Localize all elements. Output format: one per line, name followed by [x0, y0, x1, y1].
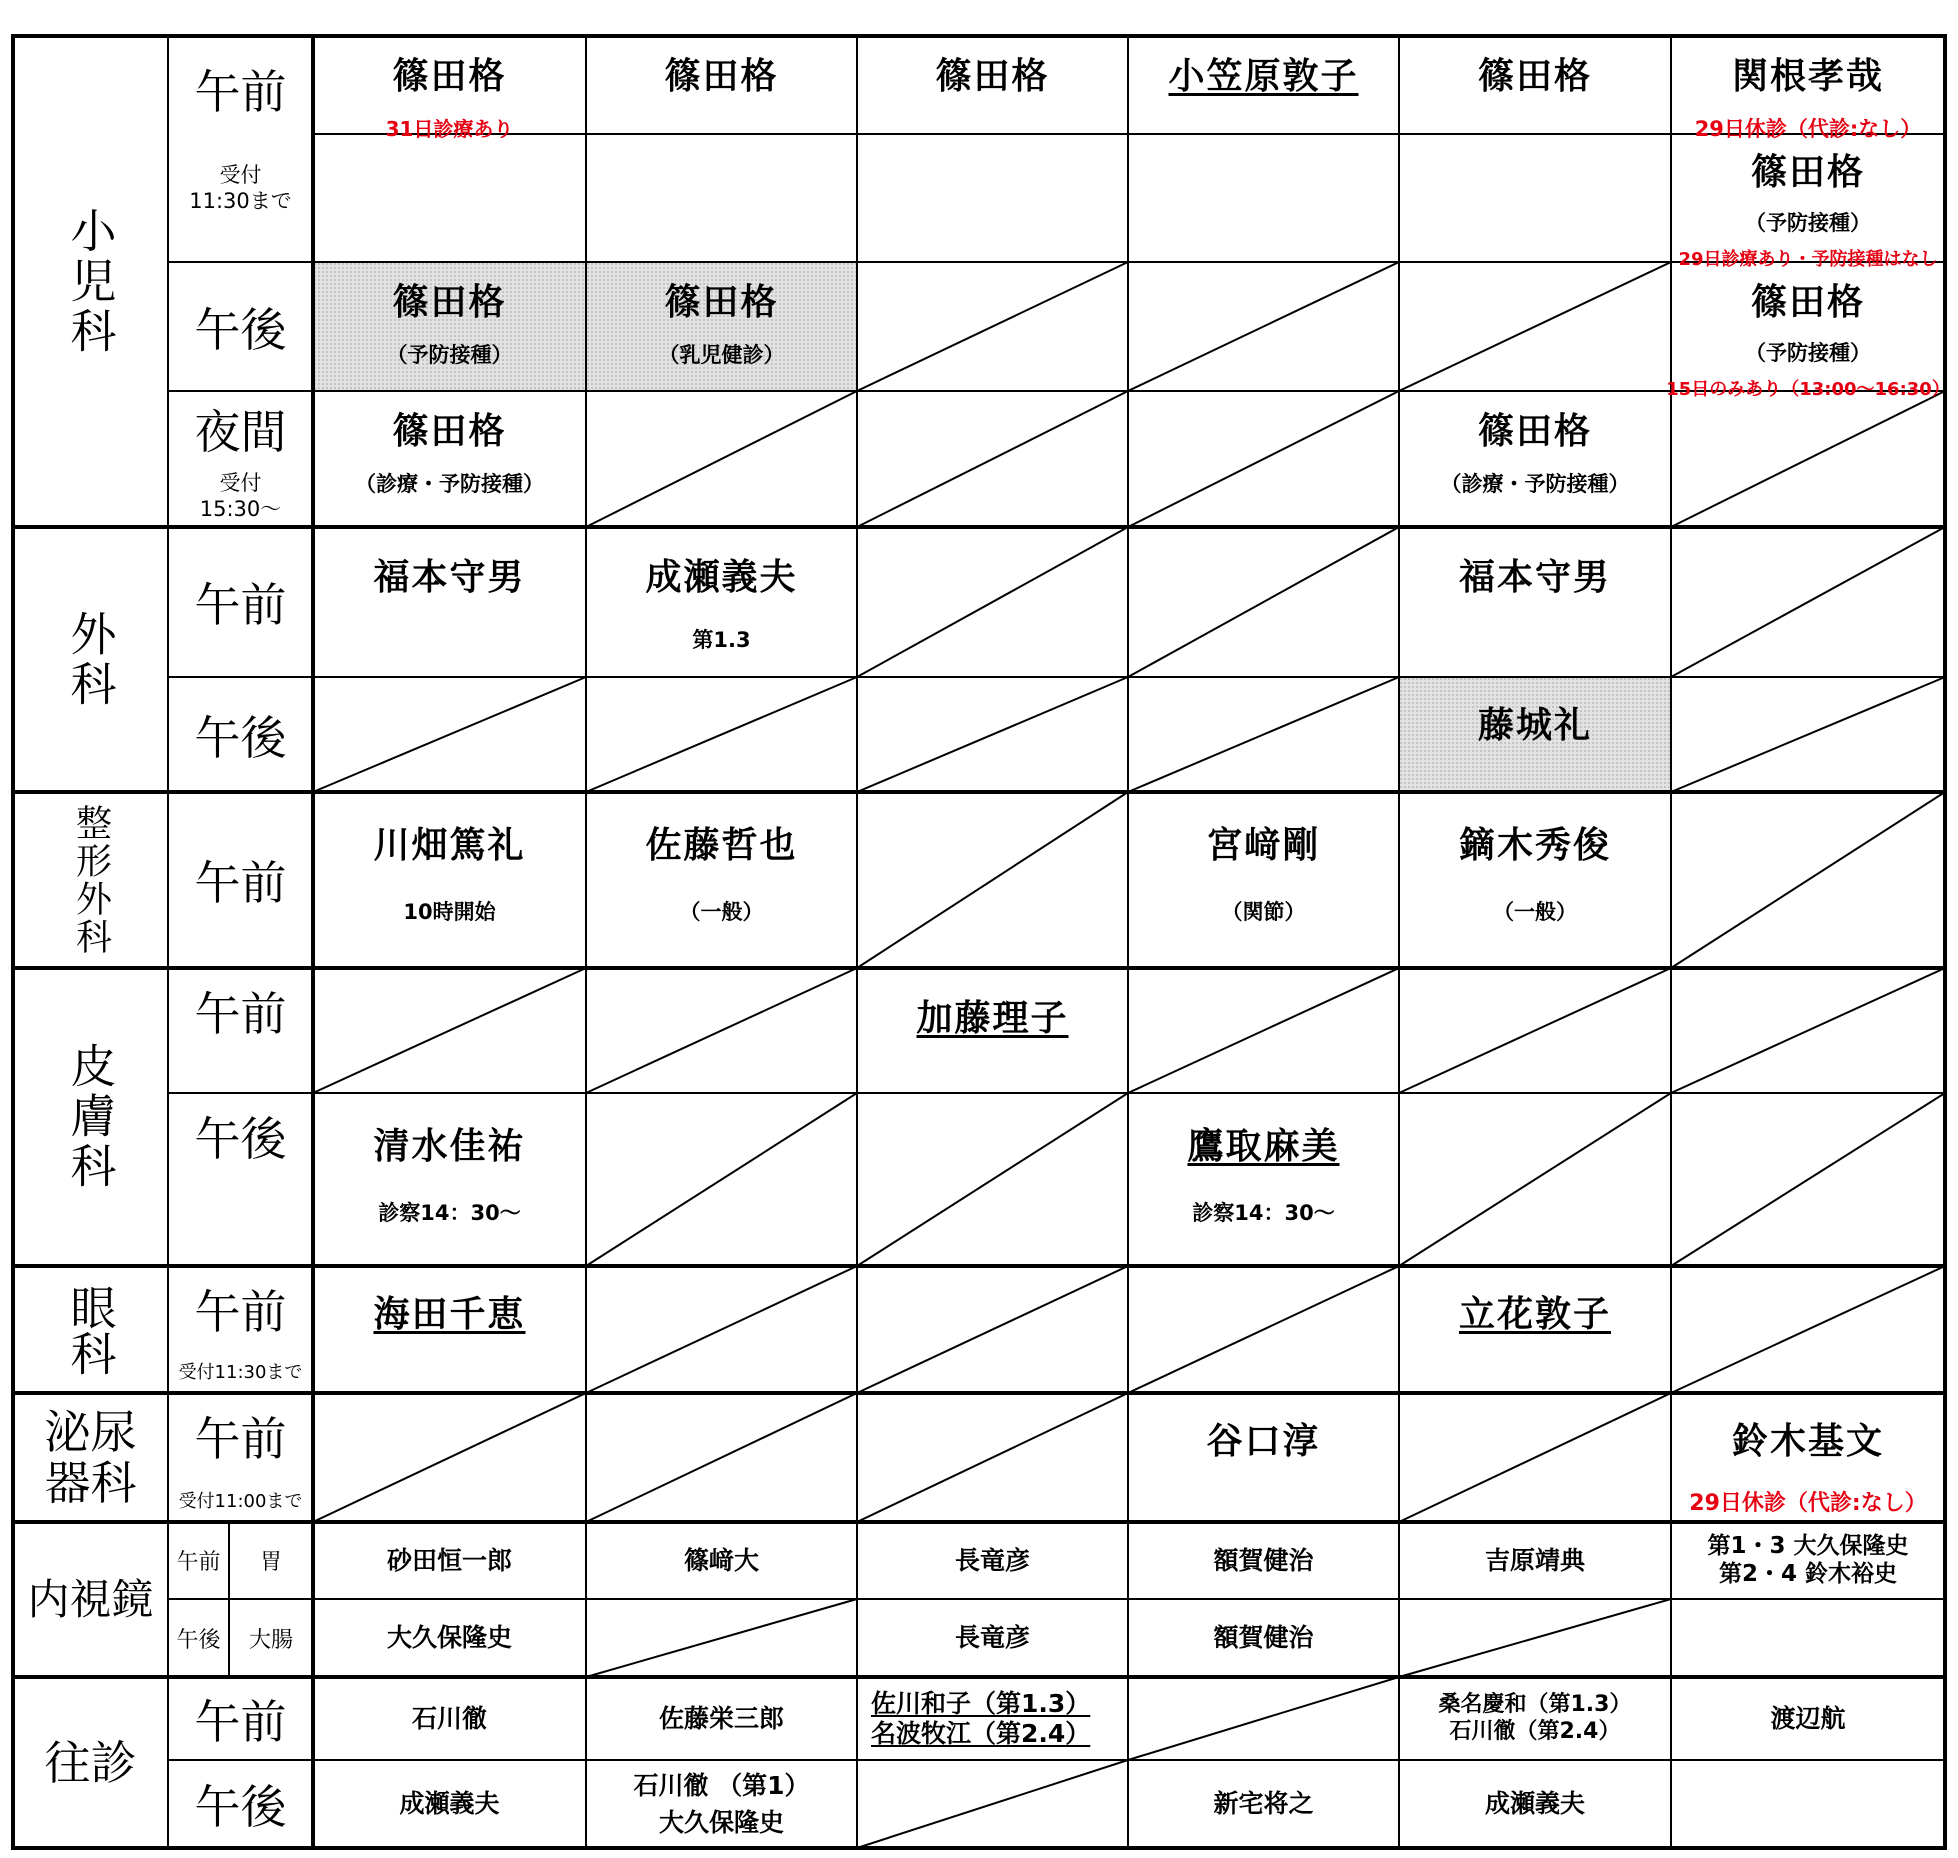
doctor-name: 福本守男 [373, 557, 526, 598]
period-ortho-am-label: 午前 [194, 856, 287, 910]
doctor-name: 篠田格 [392, 282, 507, 323]
dept-urology-label: 泌尿器科 [44, 1404, 137, 1510]
doctor-name: 鷹取麻美 [1187, 1126, 1340, 1167]
doctor-sub: 診察14：30～ [1192, 1201, 1335, 1225]
ped-night-mon [313, 391, 586, 527]
period-home-pm-label: 午後 [194, 1780, 287, 1834]
uro-sat [1671, 1393, 1945, 1522]
doctor-name: 清水佳祐 [373, 1126, 526, 1167]
doctor-name: 石川徹 （第1） 大久保隆史 [633, 1770, 810, 1837]
doctor-sub: 第1.3 [692, 628, 751, 652]
uro-thu [1128, 1393, 1399, 1522]
doctor-name: 篠田格 [1750, 152, 1865, 193]
period-endo-stomach [229, 1522, 313, 1599]
doctor-name: 第1・3 大久保隆史 第2・4 鈴木裕史 [1707, 1532, 1909, 1587]
doctor-name: 谷口淳 [1206, 1421, 1321, 1462]
doctor-name: 成瀬義夫 [645, 557, 798, 598]
doctor-name: 宮﨑剛 [1206, 825, 1321, 866]
doctor-name: 石川徹 [411, 1703, 487, 1733]
endo-colon-thu [1128, 1599, 1399, 1677]
dept-endoscopy [13, 1522, 168, 1677]
home-pm-fri [1399, 1760, 1671, 1848]
surgery-pm-fri [1399, 677, 1671, 792]
doctor-name: 藤城礼 [1477, 705, 1592, 746]
home-am-sat [1671, 1677, 1945, 1760]
endo-colon-mon [313, 1599, 586, 1677]
doctor-sub: （予防接種） [386, 343, 513, 367]
dept-pediatrics [13, 36, 168, 527]
dept-ophthalmology-label: 眼科 [63, 1283, 118, 1376]
dept-endoscopy-label: 内視鏡 [27, 1574, 154, 1624]
surgery-am-tue [586, 527, 857, 677]
red-note: 29日休診（代診:なし） [1689, 1491, 1927, 1516]
doctor-name: 佐川和子（第1.3） [871, 1688, 1091, 1718]
doctor-sub: （診療・予防接種） [1440, 472, 1630, 496]
doctor-name: 大久保隆史 [386, 1623, 512, 1652]
period-surgery-pm-label: 午後 [194, 710, 287, 765]
doctor-sub: （診療・予防接種） [355, 472, 544, 496]
doctor-sub: （関節） [1221, 900, 1306, 924]
doctor-name: 篠田格 [664, 56, 779, 97]
ped-am-fri [1399, 36, 1671, 134]
ped-pm-sat [1666, 262, 1950, 400]
doctor-name: 加藤理子 [916, 998, 1069, 1039]
period-surgery-am-label: 午前 [194, 578, 287, 632]
endo-stomach-wed [857, 1522, 1128, 1599]
endo-stomach-thu [1128, 1522, 1399, 1599]
red-note: 31日診療あり [385, 117, 514, 141]
doctor-name: 川畑篤礼 [373, 825, 526, 866]
doctor-name: 桑名慶和（第1.3） 石川徹（第2.4） [1438, 1692, 1632, 1744]
period-ped-pm-label: 午後 [194, 302, 287, 357]
period-home-am-label: 午前 [194, 1694, 287, 1749]
dept-dermatology-label: 皮膚科 [63, 1042, 118, 1192]
dept-ophthalmology [13, 1266, 168, 1393]
period-surgery-am [168, 527, 313, 677]
dept-pediatrics-label: 小児科 [63, 206, 118, 357]
doctor-name: 篠田格 [1477, 56, 1592, 97]
home-am-mon [313, 1677, 586, 1760]
red-note: 29日診療あり・予防接種はなし [1678, 249, 1938, 270]
period-uro-am-label: 午前 [194, 1412, 287, 1466]
ped-night-reception: 受付 15:30～ [199, 470, 282, 521]
period-derm-pm [168, 1093, 313, 1266]
period-ortho-am [168, 792, 313, 968]
period-endo-colon-label: 大腸 [248, 1627, 293, 1653]
period-ped-pm [168, 262, 313, 391]
uro-reception: 受付11:00まで [178, 1491, 303, 1512]
period-endo-am [168, 1522, 229, 1599]
doctor-name: 名波牧江（第2.4） [871, 1718, 1091, 1748]
period-endo-pm [168, 1599, 229, 1677]
doctor-name: 篠田格 [935, 56, 1050, 97]
period-home-pm [168, 1760, 313, 1848]
doctor-sub: （一般） [679, 900, 764, 924]
ortho-thu [1128, 792, 1399, 968]
home-pm-mon [313, 1760, 586, 1848]
doctor-name: 額賀健治 [1213, 1545, 1314, 1575]
home-am-wed [857, 1677, 1128, 1760]
ped-am2-sat [1671, 134, 1945, 270]
derm-am-wed [857, 968, 1128, 1093]
doctor-name: 砂田恒一郎 [386, 1545, 512, 1575]
period-ped-am [168, 36, 313, 262]
ortho-fri [1399, 792, 1671, 968]
period-uro-am [168, 1393, 313, 1522]
period-derm-am [168, 968, 313, 1093]
dept-home-visit [13, 1677, 168, 1848]
endo-stomach-tue [586, 1522, 857, 1599]
home-am-tue [586, 1677, 857, 1760]
doctor-name: 成瀬義夫 [399, 1789, 500, 1818]
period-ped-am-label: 午前 [194, 65, 287, 119]
doctor-sub: （一般） [1493, 900, 1577, 924]
period-surgery-pm [168, 677, 313, 792]
period-eye-am-label: 午前 [194, 1285, 287, 1339]
ped-am-mon [313, 36, 586, 141]
doctor-name: 海田千恵 [373, 1294, 526, 1335]
home-pm-tue [586, 1760, 857, 1848]
dept-dermatology [13, 968, 168, 1266]
doctor-name: 篠田格 [1750, 282, 1865, 323]
doctor-sub: 10時開始 [403, 900, 496, 924]
doctor-name: 長竜彦 [954, 1545, 1030, 1575]
doctor-name: 関根孝哉 [1731, 56, 1884, 97]
derm-pm-thu [1128, 1093, 1399, 1266]
endo-stomach-fri [1399, 1522, 1671, 1599]
doctor-sub: （予防接種） [1745, 341, 1871, 365]
derm-pm-mon [313, 1093, 586, 1266]
doctor-name: 新宅将之 [1213, 1789, 1314, 1818]
doctor-name: 篠田格 [392, 411, 507, 452]
ortho-tue [586, 792, 857, 968]
doctor-name: 篠田格 [392, 56, 507, 97]
ped-pm-mon [313, 262, 586, 391]
doctor-name: 成瀬義夫 [1484, 1789, 1585, 1818]
surgery-am-mon [313, 527, 586, 677]
ped-pm-tue [586, 262, 857, 391]
period-ped-night [168, 391, 313, 527]
ped-am-sat [1671, 36, 1945, 141]
doctor-name: 鏑木秀俊 [1458, 825, 1611, 866]
dept-home-visit-label: 往診 [44, 1735, 137, 1790]
endo-stomach-mon [313, 1522, 586, 1599]
dept-surgery-label: 外科 [63, 609, 118, 710]
doctor-sub: （予防接種） [1745, 211, 1871, 235]
period-derm-am-label: 午前 [194, 987, 287, 1041]
ortho-mon [313, 792, 586, 968]
doctor-name: 額賀健治 [1213, 1623, 1314, 1652]
dept-orthopedics [13, 792, 168, 968]
eye-fri [1399, 1266, 1671, 1393]
doctor-name: 篠田格 [664, 282, 779, 323]
endo-colon-wed [857, 1599, 1128, 1677]
endo-stomach-sat [1671, 1522, 1945, 1599]
dept-orthopedics-label: 整形外科 [70, 804, 112, 956]
doctor-sub: 診察14：30～ [378, 1201, 521, 1225]
period-endo-am-label: 午前 [176, 1550, 221, 1575]
doctor-name: 佐藤栄三郎 [658, 1703, 784, 1733]
doctor-name: 篠﨑大 [683, 1545, 759, 1575]
red-note: 29日休診（代診:なし） [1694, 117, 1922, 141]
home-pm-thu [1128, 1760, 1399, 1848]
doctor-name: 長竜彦 [954, 1623, 1030, 1652]
ped-am-wed [857, 36, 1128, 134]
doctor-name: 鈴木基文 [1731, 1421, 1884, 1462]
eye-reception: 受付11:30まで [178, 1362, 303, 1383]
dept-surgery [13, 527, 168, 792]
home-am-fri [1399, 1677, 1671, 1760]
doctor-name: 立花敦子 [1458, 1294, 1611, 1335]
period-ped-night-label: 夜間 [194, 404, 287, 459]
surgery-am-fri [1399, 527, 1671, 677]
ped-night-fri [1399, 391, 1671, 527]
period-endo-pm-label: 午後 [176, 1627, 221, 1653]
doctor-name: 小笠原敦子 [1168, 56, 1359, 97]
doctor-name: 吉原靖典 [1484, 1545, 1585, 1575]
ped-am-thu [1128, 36, 1399, 134]
doctor-name: 佐藤哲也 [645, 825, 798, 866]
ped-am-tue [586, 36, 857, 134]
period-derm-pm-label: 午後 [194, 1112, 287, 1166]
doctor-name: 篠田格 [1477, 411, 1592, 452]
doctor-name: 福本守男 [1458, 557, 1611, 598]
period-eye-am [168, 1266, 313, 1393]
doctor-name: 渡辺航 [1770, 1703, 1846, 1733]
period-endo-stomach-label: 胃 [259, 1550, 282, 1575]
eye-mon [313, 1266, 586, 1393]
red-note: 15日のみあり（13:00～16:30） [1666, 379, 1950, 400]
period-endo-colon [229, 1599, 313, 1677]
dept-urology [13, 1393, 168, 1522]
doctor-sub: （乳児健診） [658, 343, 785, 367]
period-home-am [168, 1677, 313, 1760]
ped-am-reception: 受付 11:30まで [189, 163, 292, 214]
